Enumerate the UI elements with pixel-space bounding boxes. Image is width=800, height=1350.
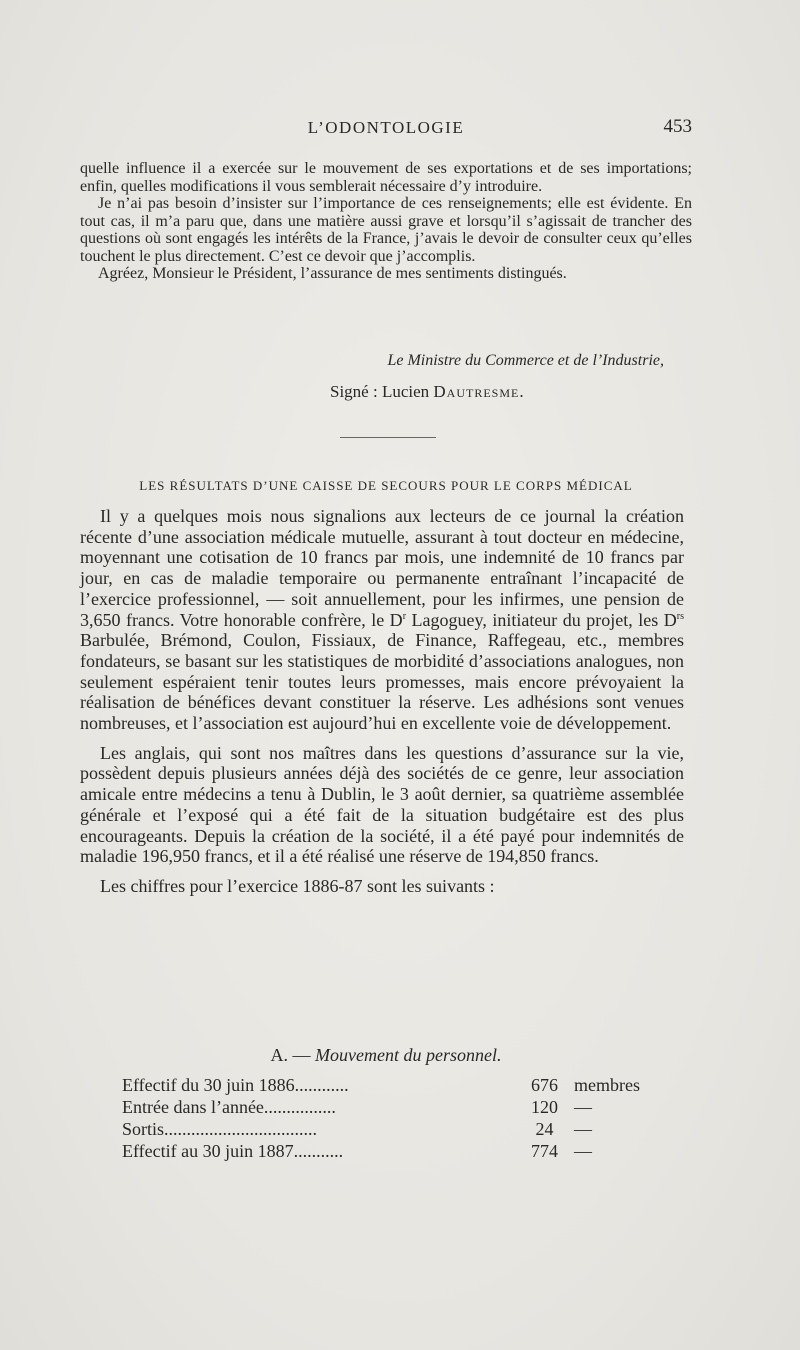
row-unit: — — [574, 1119, 592, 1139]
signature-line — [330, 382, 525, 402]
row-value: 24 — [535, 1119, 554, 1139]
table-heading — [80, 1045, 692, 1066]
table-heading-letter: A. — — [270, 1045, 316, 1065]
row-label: Effectif au 30 juin 1887........... — [122, 1141, 344, 1161]
section-title: LES RÉSULTATS D’UNE CAISSE DE SECOURS POUR LE CORPS MÉDICAL — [139, 478, 633, 493]
table-row — [122, 1119, 662, 1141]
signature-title — [0, 352, 780, 370]
superscript: r — [402, 610, 407, 622]
table-row — [122, 1075, 662, 1097]
table-row — [122, 1141, 662, 1163]
journal-title: L’ODONTOLOGIE — [307, 118, 465, 137]
row-label: Entrée dans l’année................ — [122, 1097, 336, 1117]
letter-paragraph: quelle influence il a exercée sur le mouvement de ses exportations et de ses importations; enfin, quelles modifications il vous semblerait nécessaire d’y introduire. — [80, 160, 692, 195]
paragraph-part: Lagoguey, initiateur du projet, les D — [406, 609, 677, 630]
signature-name: Dautresme. — [433, 382, 525, 401]
table-heading-title: Mouvement du personnel. — [315, 1045, 502, 1065]
letter-text — [80, 160, 692, 283]
article-paragraph: Les chiffres pour l’exercice 1886-87 sont les suivants : — [100, 875, 495, 896]
paragraph-part: Il y a quelques mois nous signalions aux lecteurs de ce journal la création récente d’une association médicale mutuelle, assurant à tout docteur en médecine, moyennant une cotisation de 10 francs par mois, une indemnité de 10 francs par jour, en cas de maladie temporaire ou permanente entraînant l’incapacité de l’exercice professionnel, — soit annuellement, pour les infirmes, une pension de 3,650 francs. Votre honorable confrère, le D — [80, 506, 684, 630]
letter-paragraph: Je n’ai pas besoin d’insister sur l’importance de ces renseignements; elle est évidente. En tout cas, il m’a paru que, dans une matière aussi grave et lorsqu’il s’agissait de trancher des questions où sont engagés les intérêts de la France, j’avais le devoir de consulter ceux qu’elles touchent le plus directement. C’est ce devoir que j’accomplis. — [80, 195, 692, 265]
row-value: 676 — [531, 1075, 558, 1095]
running-head — [80, 112, 692, 142]
article-paragraph: Les anglais, qui sont nos maîtres dans les questions d’assurance sur la vie, possèdent depuis plusieurs années déjà des sociétés de ce genre, leur association amicale entre médecins a tenu à Dublin, le 3 août dernier, sa quatrième assemblée générale et l’exposé qui a été fait de la situation budgétaire est des plus encourageants. Depuis la création de la société, il a été payé pour indemnités de maladie 196,950 francs, et il a été réalisé une réserve de 194,850 francs. — [80, 742, 684, 867]
row-unit: — — [574, 1141, 592, 1161]
signature-title-text: Le Ministre du Commerce et de l’Industrie, — [387, 352, 664, 369]
letter-paragraph: Agréez, Monsieur le Président, l’assurance de mes sentiments distingués. — [98, 265, 567, 282]
article-paragraph — [80, 506, 684, 734]
superscript: rs — [676, 610, 684, 622]
section-divider — [340, 437, 436, 438]
row-value: 120 — [531, 1097, 558, 1117]
row-label: Effectif du 30 juin 1886............ — [122, 1075, 349, 1095]
row-value: 774 — [531, 1141, 558, 1161]
signature-prefix: Signé : Lucien — [330, 382, 434, 401]
row-label: Sortis.................................. — [122, 1119, 318, 1139]
page-number: 453 — [663, 116, 692, 137]
article-body — [80, 506, 684, 906]
row-unit: — — [574, 1097, 592, 1117]
personnel-table — [122, 1075, 662, 1163]
row-unit: membres — [574, 1075, 640, 1095]
table-row — [122, 1097, 662, 1119]
paragraph-part: Barbulée, Brémond, Coulon, Fissiaux, de Finance, Raffegeau, etc., membres fondateurs, se basant sur les statistiques de morbidité d’associations analogues, non seulement espéraient tenir toutes leurs promesses, mais encore prévoyaient la réalisation de bénéfices devant constituer la réserve. Les adhésions sont venues nombreuses, et l’association est aujourd’hui en excellente voie de développement. — [80, 630, 684, 734]
